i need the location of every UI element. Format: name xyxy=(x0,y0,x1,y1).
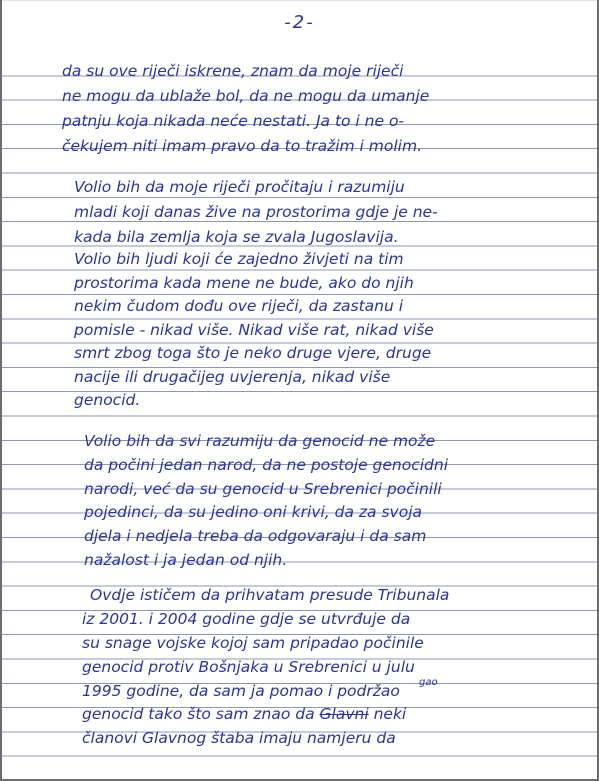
text-line: pomisle - nikad više. Nikad više rat, nikad više xyxy=(74,321,434,339)
text-line: članovi Glavnog štaba imaju namjeru da xyxy=(82,729,396,747)
text-fragment: neki xyxy=(368,705,407,723)
text-line: ne mogu da ublaže bol, da ne mogu da umanje xyxy=(62,87,430,105)
text-line: nacije ili drugačijeg uvjerenja, nikad više xyxy=(74,368,391,386)
text-line: Ovdje ističem da prihvatam presude Tribunala xyxy=(90,586,450,604)
text-line: Volio bih da svi razumiju da genocid ne može xyxy=(84,432,436,450)
text-line: da su ove riječi iskrene, znam da moje riječi xyxy=(62,62,404,80)
text-line: kada bila zemlja koja se zvala Jugoslavija. xyxy=(74,228,399,246)
text-line: nekim čudom dođu ove riječi, da zastanu i xyxy=(74,297,404,315)
top-edge xyxy=(2,0,597,1)
text-line: nažalost i ja jedan od njih. xyxy=(84,551,288,569)
text-line: genocid protiv Bošnjaka u Srebrenici u julu xyxy=(82,658,415,676)
text-fragment: genocid tako što sam znao da xyxy=(82,705,320,723)
text-line: Volio bih da moje riječi pročitaju i razumiju xyxy=(74,178,405,196)
text-line: smrt zbog toga što je neko druge vjere, druge xyxy=(74,344,432,362)
text-line: su snage vojske kojoj sam pripadao počinile xyxy=(82,634,424,652)
text-line: djela i nedjela treba da odgovaraju i da sam xyxy=(84,527,427,545)
text-line xyxy=(82,705,406,723)
text-line: genocid. xyxy=(74,391,141,409)
text-line: čekujem niti imam pravo da to tražim i molim. xyxy=(62,137,423,155)
text-line: iz 2001. i 2004 godine gdje se utvrđuje da xyxy=(82,610,411,628)
inserted-word: gao xyxy=(419,677,438,688)
text-line: Volio bih ljudi koji će zajedno živjeti na tim xyxy=(74,250,404,268)
text-line: mladi koji danas žive na prostorima gdje je ne- xyxy=(74,203,438,221)
struck-word: Glavni xyxy=(319,705,369,723)
page-number: -2- xyxy=(284,12,315,33)
text-line: narodi, već da su genocid u Srebrenici počinili xyxy=(84,480,442,498)
text-line: patnju koja nikada neće nestati. Ja to i ne o- xyxy=(62,112,405,130)
text-line: 1995 godine, da sam ja pomao i podržao xyxy=(82,682,400,700)
text-line: da počini jedan narod, da ne postoje genocidni xyxy=(84,456,449,474)
text-line: prostorima kada mene ne bude, ako do njih xyxy=(74,274,414,292)
text-line: pojedinci, da su jedino oni krivi, da za svoja xyxy=(84,503,423,521)
